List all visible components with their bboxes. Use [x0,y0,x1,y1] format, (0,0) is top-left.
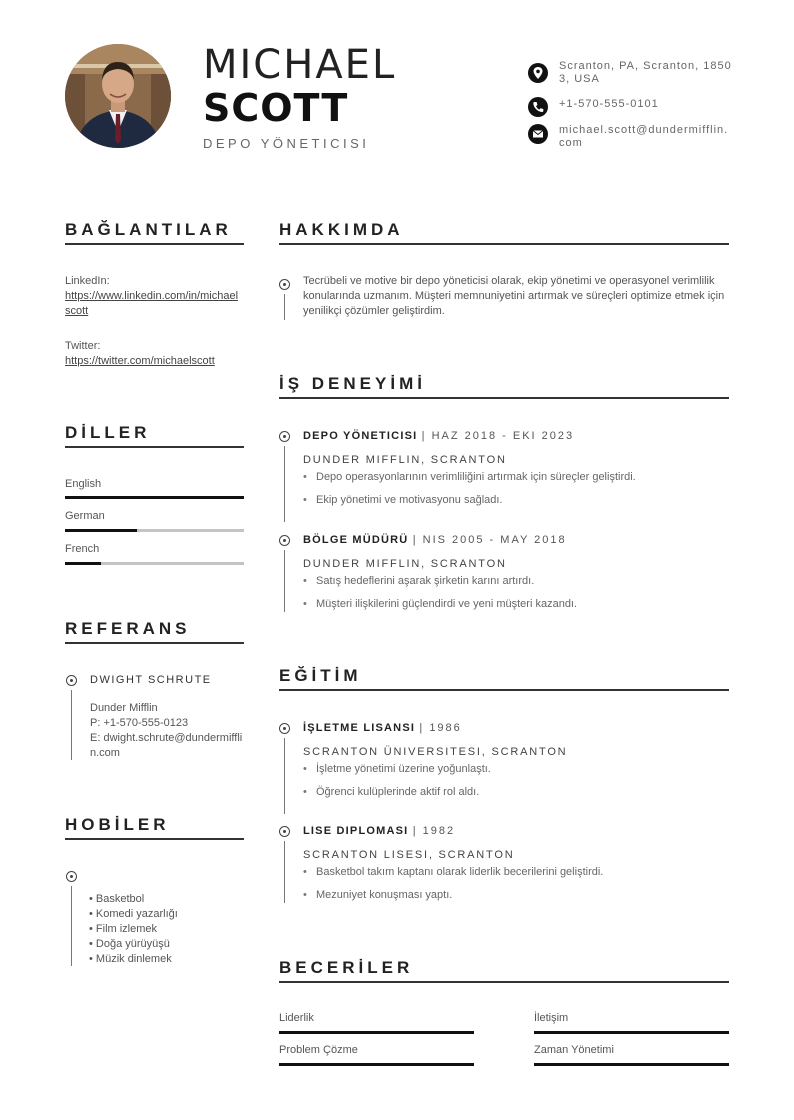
experience-bullet: • Ekip yönetimi ve motivasyonu sağladı. [316,494,502,506]
first-name: MICHAEL [203,42,397,88]
language-level-bar [65,529,244,532]
links-rule [65,243,244,245]
timeline-dot [279,826,290,837]
timeline-dot [279,431,290,442]
skill-level-bar [534,1031,729,1034]
timeline-line [284,738,285,814]
education-heading: İŞLETME LISANSI | 1986 [303,722,462,734]
hobbies-rule [65,838,244,840]
hobby-item: • Müzik dinlemek [89,953,172,965]
timeline-dot [66,675,77,686]
experience-bullet: • Depo operasyonlarının verimliliğini artırmak için süreçler geliştirdi. [316,471,636,483]
skill-level-fill [279,1031,474,1034]
language-name: French [65,543,100,555]
profile-photo [65,44,171,148]
contact-phone: +1-570-555-0101 [559,98,659,110]
about-rule [279,243,729,245]
education-degree: LISE DIPLOMASI [303,825,409,837]
education-degree: İŞLETME LISANSI [303,722,416,734]
experience-company: DUNDER MIFFLIN, SCRANTON [303,558,507,570]
skill-level-bar [279,1031,474,1034]
experience-heading: DEPO YÖNETICISI | HAZ 2018 - EKI 2023 [303,430,575,442]
skill-level-bar [279,1063,474,1066]
experience-role: DEPO YÖNETICISI [303,430,418,442]
education-year: 1982 [422,825,456,837]
languages-title: DİLLER [65,423,151,442]
reference-email: E: dwight.schrute@dundermifflin.com [90,732,243,759]
skill-name: Problem Çözme [279,1044,358,1056]
skill-level-fill [279,1063,474,1066]
language-name: English [65,478,102,490]
linkedin-label: LinkedIn: [65,275,110,287]
skill-level-fill [534,1063,729,1066]
contact-address: Scranton, PA, Scranton, 18503, USA [559,60,732,85]
skill-level-fill [534,1031,729,1034]
twitter-link[interactable]: https://twitter.com/michaelscott [65,355,215,367]
timeline-line [71,886,72,966]
timeline-dot [279,279,290,290]
experience-rule [279,397,729,399]
experience-bullet: • Müşteri ilişkilerini güçlendirdi ve yeni müşteri kazandı. [316,598,577,610]
about-text: Tecrübeli ve motive bir depo yöneticisi olarak, ekip yönetimi ve operasyonel verimlilik konularında uzmanım. Müşteri memnuniyetini artırmak ve süreçleri optimize etmek için yenilikçi çözümler geliştirdim. [303,275,725,317]
education-rule [279,689,729,691]
hobby-item: • Basketbol [89,893,145,905]
last-name: SCOTT [203,86,349,130]
timeline-line [284,550,285,612]
experience-heading: BÖLGE MÜDÜRÜ | NIS 2005 - MAY 2018 [303,534,567,546]
contact-email: michael.scott@dundermifflin.com [559,124,729,149]
skill-level-bar [534,1063,729,1066]
reference-phone: P: +1-570-555-0123 [90,717,189,729]
experience-title: İŞ DENEYİMİ [279,374,426,393]
education-heading: LISE DIPLOMASI | 1982 [303,825,456,837]
education-bullet: • Mezuniyet konuşması yaptı. [316,889,452,901]
skill-name: Zaman Yönetimi [534,1044,614,1056]
envelope-icon [528,124,548,144]
linkedin-link[interactable]: https://www.linkedin.com/in/michaelscott [65,290,239,317]
language-name: German [65,510,105,522]
language-level-fill [65,529,137,532]
timeline-line [71,690,72,760]
education-title: EĞİTİM [279,666,362,685]
references-title: REFERANS [65,619,191,638]
about-title: HAKKIMDA [279,220,404,239]
skills-title: BECERİLER [279,958,414,977]
twitter-label: Twitter: [65,340,101,352]
education-school: SCRANTON ÜNIVERSITESI, SCRANTON [303,746,568,758]
skills-rule [279,981,729,983]
education-bullet: • Basketbol takım kaptanı olarak liderlik becerilerini geliştirdi. [316,866,603,878]
language-level-bar [65,496,244,499]
experience-dates: NIS 2005 - MAY 2018 [422,534,567,546]
phone-icon [528,97,548,117]
timeline-line [284,841,285,903]
experience-role: BÖLGE MÜDÜRÜ [303,534,409,546]
links-title: BAĞLANTILAR [65,220,232,239]
education-school: SCRANTON LISESI, SCRANTON [303,849,515,861]
timeline-line [284,294,285,320]
timeline-dot [66,871,77,882]
hobbies-title: HOBİLER [65,815,170,834]
timeline-dot [279,723,290,734]
experience-dates: HAZ 2018 - EKI 2023 [431,430,575,442]
job-title: DEPO YÖNETICISI [203,136,370,151]
language-level-bar [65,562,244,565]
references-rule [65,642,244,644]
experience-bullet: • Satış hedeflerini aşarak şirketin karını artırdı. [316,575,534,587]
education-year: 1986 [429,722,462,734]
timeline-dot [279,535,290,546]
education-bullet: • Öğrenci kulüplerinde aktif rol aldı. [316,786,479,798]
map-pin-icon [528,63,548,83]
languages-rule [65,446,244,448]
hobby-item: • Doğa yürüyüşü [89,938,170,950]
language-level-fill [65,562,101,565]
reference-name: DWIGHT SCHRUTE [90,674,212,686]
language-level-fill [65,496,244,499]
reference-company: Dunder Mifflin [90,702,158,714]
skill-name: Liderlik [279,1012,314,1024]
skill-name: İletişim [534,1012,569,1024]
experience-company: DUNDER MIFFLIN, SCRANTON [303,454,507,466]
education-bullet: • İşletme yönetimi üzerine yoğunlaştı. [316,763,491,775]
hobby-item: • Komedi yazarlığı [89,908,178,920]
hobby-item: • Film izlemek [89,923,158,935]
timeline-line [284,446,285,522]
